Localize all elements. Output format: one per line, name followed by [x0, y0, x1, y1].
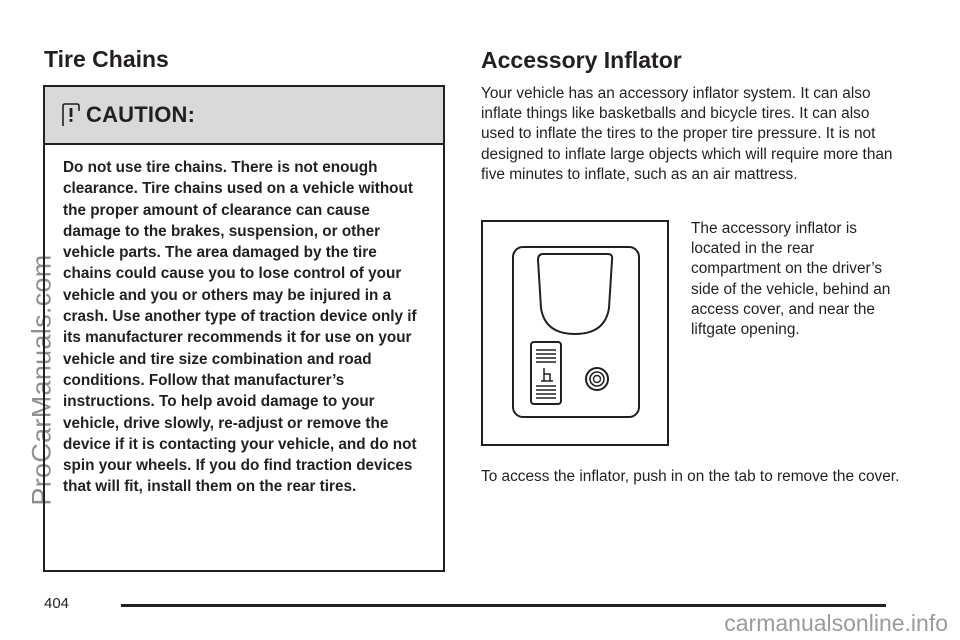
- inflator-figure: [481, 220, 669, 446]
- page-number: 404: [44, 595, 70, 612]
- accessory-inflator-panel-illustration: [483, 222, 667, 444]
- inflator-intro-paragraph: Your vehicle has an accessory inflator system. It can also inflate things like basketballs and bicycle tires. It can also used to inflate the tires to the proper tire pressure. It is not designed to inflate large objects which will require more than five minutes to inflate, such as an air mattress.: [481, 85, 893, 183]
- accessory-inflator-heading: Accessory Inflator: [481, 47, 682, 73]
- inflator-access-paragraph: To access the inflator, push in on the tab to remove the cover.: [481, 468, 900, 485]
- inflator-location-paragraph: The accessory inflator is located in the rear compartment on the driver’s side of the vehicle, behind an access cover, and near the liftgate opening.: [691, 220, 891, 339]
- footer-site-watermark: carmanualsonline.info: [724, 610, 948, 636]
- tire-chains-heading: Tire Chains: [44, 46, 169, 72]
- caution-header: [45, 87, 443, 145]
- footer-divider: [121, 604, 886, 607]
- watermark: ProCarManuals.com: [26, 254, 57, 506]
- caution-title: CAUTION:: [86, 102, 196, 127]
- caution-bracket-icon: [61, 103, 81, 127]
- caution-text: Do not use tire chains. There is not enough clearance. Tire chains used on a vehicle without the proper amount of clearance can cause damage to the brakes, suspension, or other vehicle parts. The area damaged by the tire chains could cause you to lose control of your vehicle and you or others may be injured in a crash. Use another type of traction device only if its manufacturer recommends it for use on your vehicle and tire size combination and road conditions. Follow that manufacturer’s instructions. To help avoid damage to your vehicle, drive slowly, re-adjust or remove the device if it is contacting your vehicle, and do not spin your wheels. If you do find traction devices that will fit, install them on the rear tires.: [63, 159, 417, 496]
- caution-box: [43, 85, 445, 572]
